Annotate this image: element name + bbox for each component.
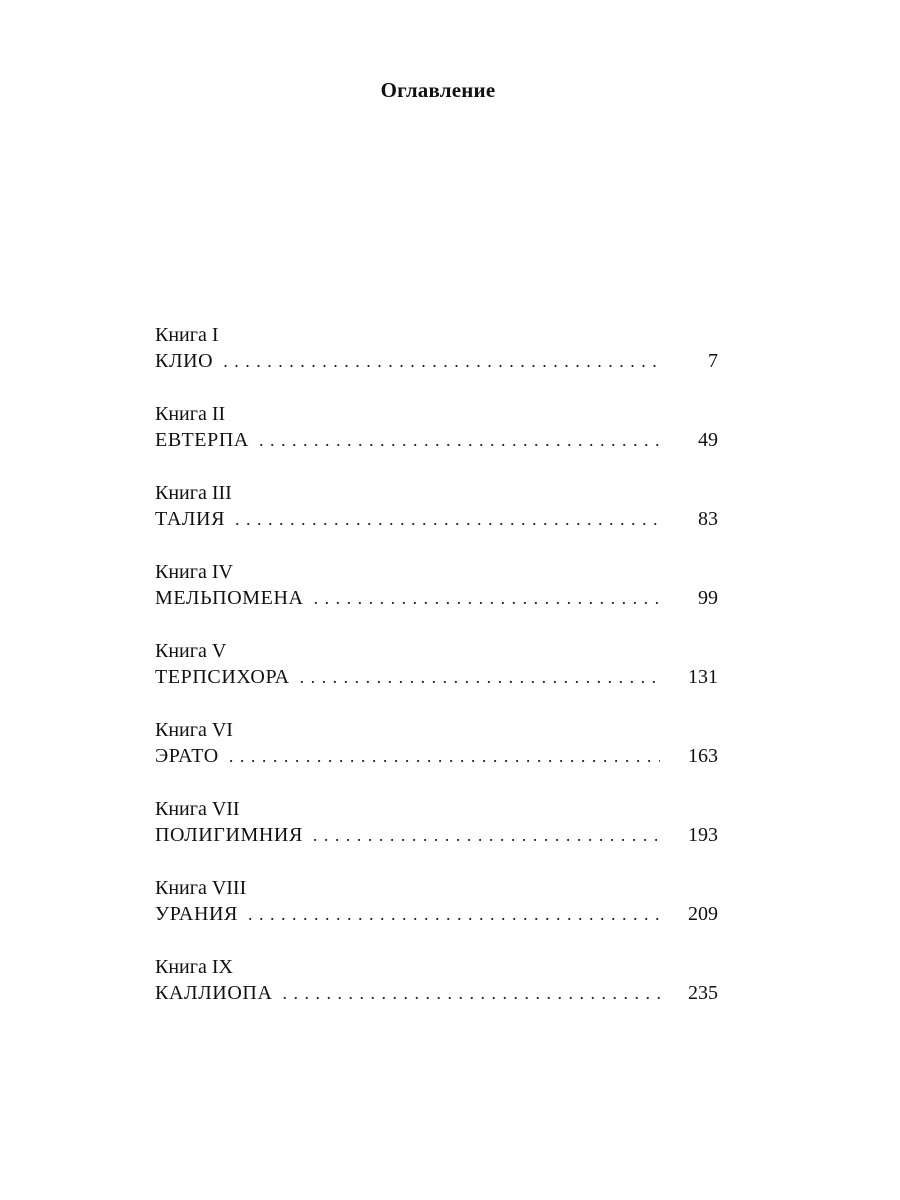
page-number: 131 <box>688 666 718 688</box>
toc-entry-book-4 <box>155 559 718 638</box>
table-of-contents <box>155 322 718 1033</box>
dot-leader <box>313 822 660 848</box>
toc-entry-book-8 <box>155 875 718 954</box>
toc-link-erato[interactable] <box>155 743 718 769</box>
toc-entry-book-2 <box>155 401 718 480</box>
dot-leader <box>235 506 660 532</box>
toc-entry-book-6 <box>155 717 718 796</box>
page-number: 49 <box>698 429 718 451</box>
toc-entry-book-5 <box>155 638 718 717</box>
toc-link-poligimniya[interactable] <box>155 822 718 848</box>
entry-title: УРАНИЯ <box>155 903 238 925</box>
page-number: 163 <box>688 745 718 767</box>
book-label: Книга I <box>155 324 219 346</box>
toc-link-kalliopa[interactable] <box>155 980 718 1006</box>
toc-link-klio[interactable] <box>155 348 718 374</box>
book-label: Книга VIII <box>155 877 247 899</box>
dot-leader <box>259 427 660 453</box>
book-label: Книга IX <box>155 956 233 978</box>
entry-title: ЕВТЕРПА <box>155 429 249 451</box>
toc-link-uraniya[interactable] <box>155 901 718 927</box>
toc-link-melpomena[interactable] <box>155 585 718 611</box>
book-label: Книга V <box>155 640 227 662</box>
page-number: 235 <box>688 982 718 1004</box>
entry-title: ТЕРПСИХОРА <box>155 666 290 688</box>
toc-entry-book-9 <box>155 954 718 1033</box>
book-label: Книга IV <box>155 561 233 583</box>
dot-leader <box>300 664 660 690</box>
book-label: Книга III <box>155 482 232 504</box>
book-label: Книга II <box>155 403 226 425</box>
toc-entry-book-3 <box>155 480 718 559</box>
entry-title: КАЛЛИОПА <box>155 982 273 1004</box>
dot-leader <box>223 348 660 374</box>
dot-leader <box>229 743 660 769</box>
entry-title: КЛИО <box>155 350 214 372</box>
toc-link-taliya[interactable] <box>155 506 718 532</box>
page-number: 209 <box>688 903 718 925</box>
page-number: 7 <box>708 350 718 372</box>
toc-entry-book-7 <box>155 796 718 875</box>
dot-leader <box>283 980 661 1006</box>
page-number: 99 <box>698 587 718 609</box>
toc-link-evterpa[interactable] <box>155 427 718 453</box>
dot-leader <box>314 585 660 611</box>
book-label: Книга VI <box>155 719 233 741</box>
dot-leader <box>248 901 660 927</box>
page-title: Оглавление <box>380 78 496 102</box>
entry-title: МЕЛЬПОМЕНА <box>155 587 304 609</box>
page-number: 193 <box>688 824 718 846</box>
entry-title: ТАЛИЯ <box>155 508 226 530</box>
toc-entry-book-1 <box>155 322 718 401</box>
entry-title: ЭРАТО <box>155 745 219 767</box>
toc-link-terpsihora[interactable] <box>155 664 718 690</box>
book-label: Книга VII <box>155 798 240 820</box>
page-number: 83 <box>698 508 718 530</box>
entry-title: ПОЛИГИМНИЯ <box>155 824 303 846</box>
